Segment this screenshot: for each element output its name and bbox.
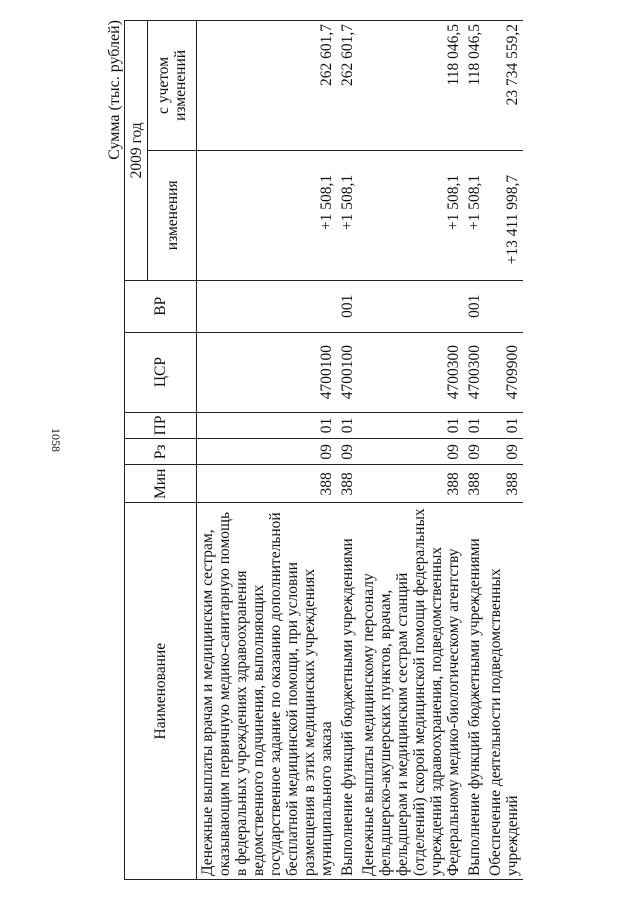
row-changes: +13 411 998,7 [485, 150, 523, 280]
row-vr [197, 280, 338, 332]
row-csr: 4700300 [358, 332, 464, 412]
header-name: Наименование [125, 503, 197, 880]
header-pr: ПР [125, 412, 197, 439]
row-name: Обеспечение деятельности подведомственных учреждений [485, 503, 523, 880]
budget-sheet [106, 20, 586, 880]
table-row [197, 21, 338, 880]
row-vr: 001 [464, 280, 485, 332]
row-with-changes: 118 046,5 [464, 21, 485, 151]
page-number: 1058 [49, 428, 63, 452]
row-pr: 01 [197, 412, 338, 439]
row-name: Денежные выплаты медицинскому персоналу фельдшерско-акушерских пунктов, врачам, фельдшерам и медицинским сестрам станций (отделений) скорой медицинской помощи федеральных учреждений здравоохранения, подведомственных Федеральному медико-биологическому агентству [358, 503, 464, 880]
header-rz: Рз [125, 439, 197, 465]
row-pr: 01 [485, 412, 523, 439]
row-with-changes: 262 601,7 [337, 21, 358, 151]
row-changes: +1 508,1 [197, 150, 338, 280]
header-vr: ВР [125, 280, 197, 332]
row-name: Выполнение функций бюджетными учреждениями [337, 503, 358, 880]
budget-table [124, 20, 523, 880]
header-csr: ЦСР [125, 332, 197, 412]
row-name: Выполнение функций бюджетными учреждениями [464, 503, 485, 880]
header-min: Мин [125, 465, 197, 503]
header-changes: изменения [148, 150, 197, 280]
row-changes: +1 508,1 [337, 150, 358, 280]
row-rz: 09 [358, 439, 464, 465]
row-pr: 01 [358, 412, 464, 439]
row-csr: 4709900 [485, 332, 523, 412]
row-pr: 01 [464, 412, 485, 439]
row-rz: 09 [485, 439, 523, 465]
row-csr: 4700300 [464, 332, 485, 412]
table-row [485, 21, 523, 880]
row-pr: 01 [337, 412, 358, 439]
header-with-changes: с учетом изменений [148, 21, 197, 151]
row-vr: 001 [337, 280, 358, 332]
row-with-changes: 23 734 559,2 [485, 21, 523, 151]
row-min: 388 [197, 465, 338, 503]
row-min: 388 [358, 465, 464, 503]
row-rz: 09 [464, 439, 485, 465]
row-csr: 4700100 [197, 332, 338, 412]
row-min: 388 [485, 465, 523, 503]
row-rz: 09 [197, 439, 338, 465]
row-name: Денежные выплаты врачам и медицинским сестрам, оказывающим первичную медико-санитарную помощь в федеральных учреждениях здравоохранения ведомственного подчинения, выполняющих государственное задание по оказанию дополнительной бесплатной медицинской помощи, при условии размещения в этих медицинских учреждениях муниципального заказа [197, 503, 338, 880]
row-vr [358, 280, 464, 332]
row-csr: 4700100 [337, 332, 358, 412]
row-with-changes: 262 601,7 [197, 21, 338, 151]
row-min: 388 [337, 465, 358, 503]
row-rz: 09 [337, 439, 358, 465]
row-min: 388 [464, 465, 485, 503]
row-changes: +1 508,1 [464, 150, 485, 280]
table-row [358, 21, 464, 880]
row-with-changes: 118 046,5 [358, 21, 464, 151]
table-row [337, 21, 358, 880]
unit-caption: Сумма (тыс. рублей) [106, 20, 123, 160]
row-vr [485, 280, 523, 332]
table-row [464, 21, 485, 880]
header-year: 2009 год [125, 21, 148, 281]
row-changes: +1 508,1 [358, 150, 464, 280]
